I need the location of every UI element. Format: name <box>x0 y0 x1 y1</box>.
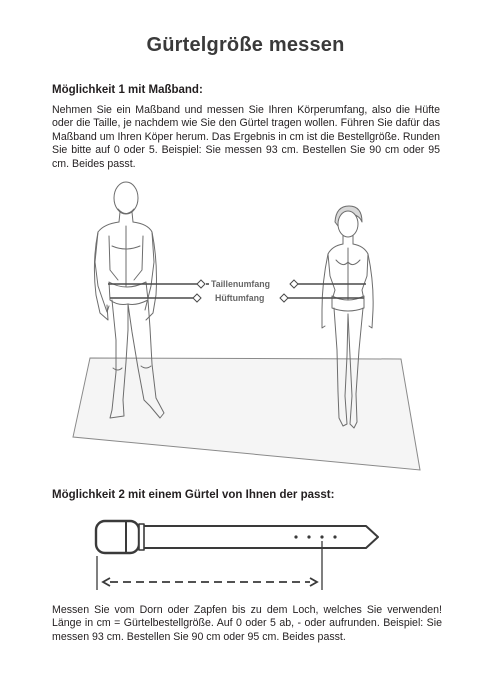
hip-marker-right <box>280 294 288 302</box>
section1-heading: Möglichkeit 1 mit Maßband: <box>52 84 203 96</box>
section2-text: Messen Sie vom Dorn oder Zapfen bis zu dem Loch, welches Sie verwenden! Länge in cm = Gürtelbestellgröße. Auf 0 oder 5 ab, - oder aufrunden. Beispiel: Sie messen 93 cm. Bestellen Sie 90 cm oder 95 cm. Beides passt. <box>52 604 442 643</box>
waist-marker-right <box>290 280 298 288</box>
page-title: Gürtelgröße messen <box>146 34 345 56</box>
label-hip: Hüftumfang <box>215 293 265 303</box>
label-waist: Taillenumfang <box>211 279 270 289</box>
section1-text: Nehmen Sie ein Maßband und messen Sie Ihren Körperumfang, also die Hüfte oder die Taille, je nachdem wie Sie den Gürtel tragen wollen. Führen Sie dafür das Maßband um Ihren Köper herum. Das Ergebnis in cm ist die Bestellgröße. Runden Sie bitte auf 0 oder 5. Beispiel: Sie messen 93 cm. Bestellen Sie 90 cm oder 95 cm. Beides passt. <box>52 104 440 170</box>
waist-marker-left <box>197 280 205 288</box>
section2-heading: Möglichkeit 2 mit einem Gürtel von Ihnen der passt: <box>52 489 335 501</box>
hip-marker-left <box>193 294 201 302</box>
belt-buckle <box>96 521 139 553</box>
belt-diagram <box>96 521 378 553</box>
